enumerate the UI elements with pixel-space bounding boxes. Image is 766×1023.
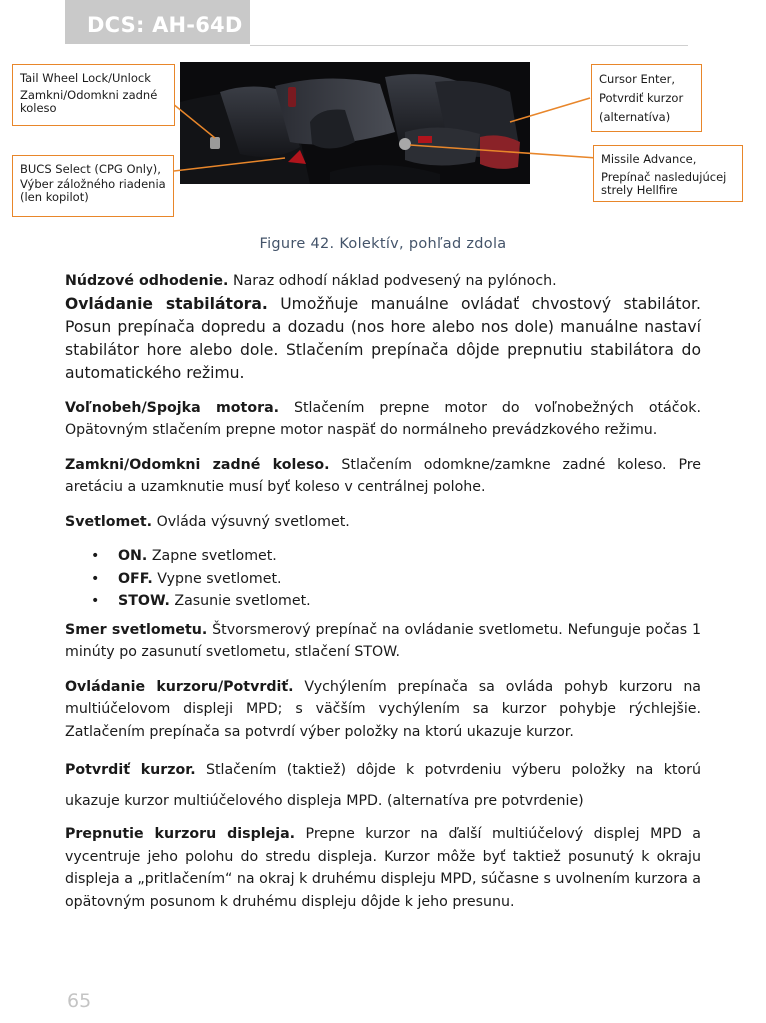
description: Stlačením prepne motor do voľnobežných otáčok. Opätovným stlačením prepne motor naspäť do normálneho prevádzkového režimu.: [65, 399, 701, 438]
list-item: [65, 545, 701, 568]
term: STOW.: [118, 593, 170, 609]
description: Zapne svetlomet.: [147, 548, 277, 564]
callout-bucs: [12, 155, 174, 217]
paragraph: [65, 755, 701, 817]
description: Prepne kurzor na ďalší multiúčelový displej MPD a vycentruje jeho polohu do stredu displeja. Kurzor môže byť taktiež posunutý k okraju displeja a „pritlačením“ na okraj k druhému displeju MPD, súčasne s uvolnením kurzora a opätovným posunom k druhému displeju dôjde k jeho presunu.: [65, 826, 701, 910]
term: Núdzové odhodenie.: [65, 273, 229, 289]
term: Potvrdiť kurzor.: [65, 762, 196, 778]
list-item: [65, 568, 701, 591]
paragraph: [65, 454, 701, 499]
paragraph: [65, 511, 701, 534]
term: Svetlomet.: [65, 513, 153, 530]
header-rule: [250, 45, 688, 46]
description: Vypne svetlomet.: [152, 570, 282, 587]
paragraph: [65, 293, 701, 385]
bullet-icon: •: [91, 570, 100, 587]
callout-line: Zamkni/Odomkni zadné koleso: [20, 87, 158, 115]
list-item: [65, 590, 701, 613]
callout-cursor-enter: [591, 64, 702, 132]
term: Smer svetlometu.: [65, 621, 208, 638]
description: Naraz odhodí náklad podvesený na pylónoch.: [228, 273, 557, 289]
term: Voľnobeh/Spojka motora.: [65, 399, 280, 416]
callout-line: Tail Wheel Lock/Unlock: [20, 71, 151, 85]
callout-line: Potvrdiť kurzor: [599, 90, 684, 105]
term: Prepnutie kurzoru displeja.: [65, 826, 296, 842]
bullet-icon: •: [91, 548, 100, 564]
description: Ovláda výsuvný svetlomet.: [152, 513, 350, 530]
callout-missile-advance: [593, 145, 743, 202]
callout-tail-wheel: [12, 64, 175, 126]
paragraph: [65, 397, 701, 442]
callout-line: Výber záložného riadenia (len kopilot): [20, 176, 166, 204]
description: Zasunie svetlomet.: [169, 593, 311, 609]
term: Ovládanie kurzoru/Potvrdiť.: [65, 678, 294, 695]
term: Ovládanie stabilátora.: [65, 294, 268, 313]
page-number: 65: [67, 990, 92, 1012]
collective-photo: [180, 62, 530, 184]
bullet-icon: •: [91, 593, 100, 609]
callout-line: BUCS Select (CPG Only),: [20, 162, 161, 176]
paragraph: [65, 270, 701, 293]
callout-line: Prepínač nasledujúcej strely Hellfire: [601, 169, 727, 197]
document-title: DCS: AH-64D: [87, 13, 243, 37]
document-body: [65, 270, 701, 913]
paragraph: [65, 676, 701, 744]
callout-line: Missile Advance,: [601, 152, 697, 166]
paragraph: [65, 823, 701, 913]
callout-line: Cursor Enter,: [599, 72, 675, 86]
paragraph: [65, 619, 701, 664]
term: Zamkni/Odomkni zadné koleso.: [65, 456, 330, 473]
svetlomet-list: [65, 545, 701, 613]
term: OFF.: [118, 570, 153, 587]
callout-line: (alternatíva): [599, 109, 671, 124]
description: Stlačením odomkne/zamkne zadné koleso. Pre aretáciu a uzamknutie musí byť koleso v centrálnej polohe.: [65, 456, 701, 495]
description: Štvorsmerový prepínač na ovládanie svetlometu. Nefunguje počas 1 minúty po zasunutí svetlometu, stlačení STOW.: [65, 621, 701, 660]
description: Umožňuje manuálne ovládať chvostový stabilátor. Posun prepínača dopredu a dozadu (nos hore alebo nos dole) manuálne nastaví stabilátor hore alebo dole. Stlačením prepínača dôjde prepnutiu stabilátora do automatického režimu.: [65, 294, 701, 382]
term: ON.: [118, 548, 148, 564]
description: Vychýlením prepínača sa ovláda pohyb kurzoru na multiúčelovom displeji MPD; s väčším vychýlením sa kurzor pohybje rýchlejšie. Zatlačením prepínača sa potvrdí výber položky na ktorú ukazuje kurzor.: [65, 678, 701, 740]
description: Stlačením (taktiež) dôjde k potvrdeniu výberu položky na ktorú ukazuje kurzor multiúčelového displeja MPD. (alternatíva pre potvrdenie): [65, 762, 701, 809]
figure-caption: Figure 42. Kolektív, pohľad zdola: [259, 236, 507, 252]
